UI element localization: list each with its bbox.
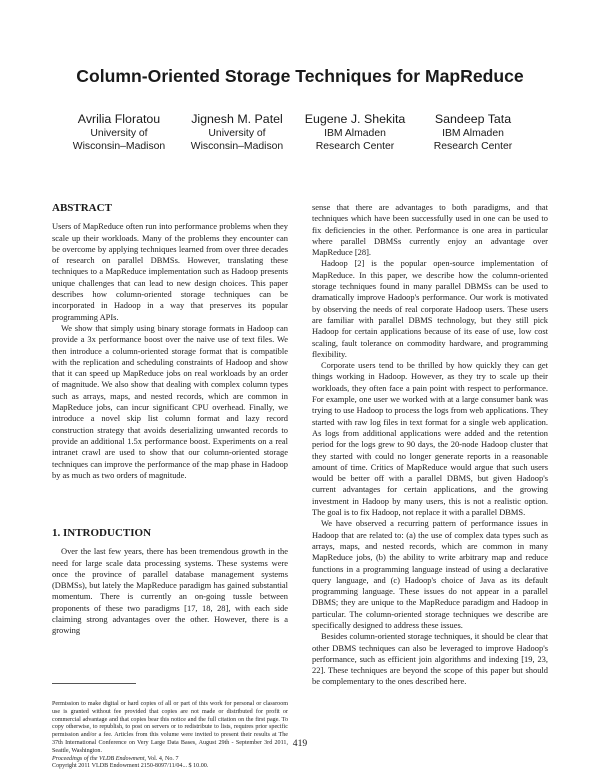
right-column — [312, 202, 548, 688]
introduction-section — [52, 528, 288, 637]
proceedings-title: Proceedings of the VLDB Endowment, — [52, 755, 147, 762]
abstract-heading: ABSTRACT — [52, 202, 112, 214]
paper-title: Column-Oriented Storage Techniques for MapReduce — [76, 66, 524, 86]
permission-notice: Permission to make digital or hard copies of all or part of this work for personal or classroom use is granted without fee provided that copies are not made or distributed for profit or commercial advantage and that copies bear this notice and the full citation on the first page. To copy otherwise, to republish, to post on servers or to redistribute to lists, requires prior specific permission and/or a fee. Articles from this volume were invited to present their results at The 37th International Conference on Very Large Data Bases, August 29th - September 3rd 2011, Seattle, Washington. — [52, 701, 288, 754]
author-affiliation: University of — [208, 128, 266, 139]
author-affiliation: Wisconsin–Madison — [72, 141, 166, 152]
page-number: 419 — [292, 738, 308, 749]
author-name: Sandeep Tata — [434, 112, 512, 126]
author-2 — [172, 112, 302, 153]
author-name: Jignesh M. Patel — [191, 112, 283, 126]
abstract-section — [52, 203, 288, 481]
abstract-paragraph: Users of MapReduce often run into performance problems when they scale up their workloads. Many of the problems they encounter can be overcome by applying techniques learned from over three decades of research on parallel DBMSs. However, translating these techniques to a MapReduce implementation such as Hadoop presents unique challenges that can lead to new design choices. This paper describes how column-oriented storage techniques can be incorporated in Hadoop in a way that preserves its popular programming APIs. — [52, 221, 288, 322]
author-4 — [408, 112, 538, 153]
proceedings-volume: Vol. 4, No. 7 — [146, 755, 179, 762]
footnote-rule — [52, 683, 136, 684]
intro-paragraph: Over the last few years, there has been tremendous growth in the need for large scale data processing systems. These systems were once the province of parallel database management systems (DBMSs), but lately the MapReduce paradigm has gained substantial momentum. There is currently an on-going tussle between proponents of these two paradigms [17, 18, 28], with each side claiming strong advantages over the other. However, there is a growing — [52, 546, 288, 636]
abstract-paragraph: We show that simply using binary storage formats in Hadoop can provide a 3x performance boost over the naive use of text files. We then introduce a column-oriented storage format that is compatible with the replication and scheduling constraints of Hadoop and show that it can speed up MapReduce jobs on real workloads by an order of magnitude. We also show that dealing with complex column types such as arrays, maps, and nested records, which are common in MapReduce jobs, can incur significant CPU overhead. Finally, we introduce a novel skip list column format and lazy record construction strategy that avoids deserializing unwanted records to provide an additional 1.5x performance boost. Experiments on a real intranet crawl are used to show that our column-oriented storage techniques can improve the performance of the map phase in Hadoop by as much as two orders of magnitude. — [52, 322, 288, 480]
copyright-footnote — [52, 701, 288, 771]
author-affiliation: University of — [90, 128, 148, 139]
introduction-heading: 1. INTRODUCTION — [52, 527, 152, 539]
body-paragraph: Hadoop [2] is the popular open-source implementation of MapReduce. In this paper, we describe how the column-oriented storage techniques found in many parallel DBMSs can be used to dramatically improve Hadoop's performance. Our work is motivated by observing the needs of real corporate Hadoop users. These users are familiar with parallel DBMS technology, but they still pick Hadoop for certain applications because of its ease of use, low cost scaling, fault tolerance on commodity hardware, and programming flexibility. — [312, 258, 548, 359]
body-paragraph: Corporate users tend to be thrilled by how quickly they can get things working in Hadoop. However, as they try to scale up their workloads, they often face a pain point with respect to performance. For example, one user we worked with at a large consumer bank was trying to use Hadoop to process the logs from web applications. They started with raw log files in text format for a single web application. As logs from additional applications were added and the retention period for the logs grew to 90 days, the 20-node Hadoop cluster that they started with could no longer generate reports in a reasonable amount of time. Critics of MapReduce would argue that such users would be better off with a parallel DBMS, but given Hadoop's current advantages for certain applications, and the growing investment in Hadoop by many users, this is not a realistic option. The goal is to fix Hadoop, not replace it with a parallel DBMS. — [312, 360, 548, 518]
author-affiliation: IBM Almaden — [442, 128, 504, 139]
author-3 — [290, 112, 420, 153]
body-paragraph: We have observed a recurring pattern of performance issues in Hadoop that are related to: (a) the use of complex data types such as arrays, maps, and nested records, which are common in many MapReduce jobs, (b) the ability to write arbitrary map and reduce functions in a programming language instead of using a declarative query language, and (c) Hadoop's choice of Java as its default programming language. These issues do not appear in a parallel DBMS; they are unique to the MapReduce paradigm and Hadoop in particular. The column-oriented storage techniques we describe are specifically designed to address these issues. — [312, 518, 548, 630]
author-name: Avrilia Floratou — [77, 112, 161, 126]
author-affiliation: Wisconsin–Madison — [190, 141, 284, 152]
copyright-line: Copyright 2011 VLDB Endowment 2150-8097/11/04... $ 10.00. — [52, 763, 209, 770]
author-affiliation: Research Center — [315, 141, 395, 152]
body-paragraph: Besides column-oriented storage techniques, it should be clear that other DBMS techniques can also be leveraged to improve Hadoop's performance, such as efficient join algorithms and indexing [19, 23, 22]. These techniques are beyond the scope of this paper but should be complementary to the ones described here. — [312, 631, 548, 687]
author-affiliation: IBM Almaden — [324, 128, 386, 139]
author-name: Eugene J. Shekita — [304, 112, 406, 126]
body-paragraph: sense that there are advantages to both paradigms, and that techniques which have been successfully used in one can be used to fix deficiencies in the other. Performance is one area in particular where parallel DBMSs currently enjoy an advantage over MapReduce [28]. — [312, 202, 548, 258]
author-affiliation: Research Center — [433, 141, 513, 152]
author-1 — [54, 112, 184, 153]
